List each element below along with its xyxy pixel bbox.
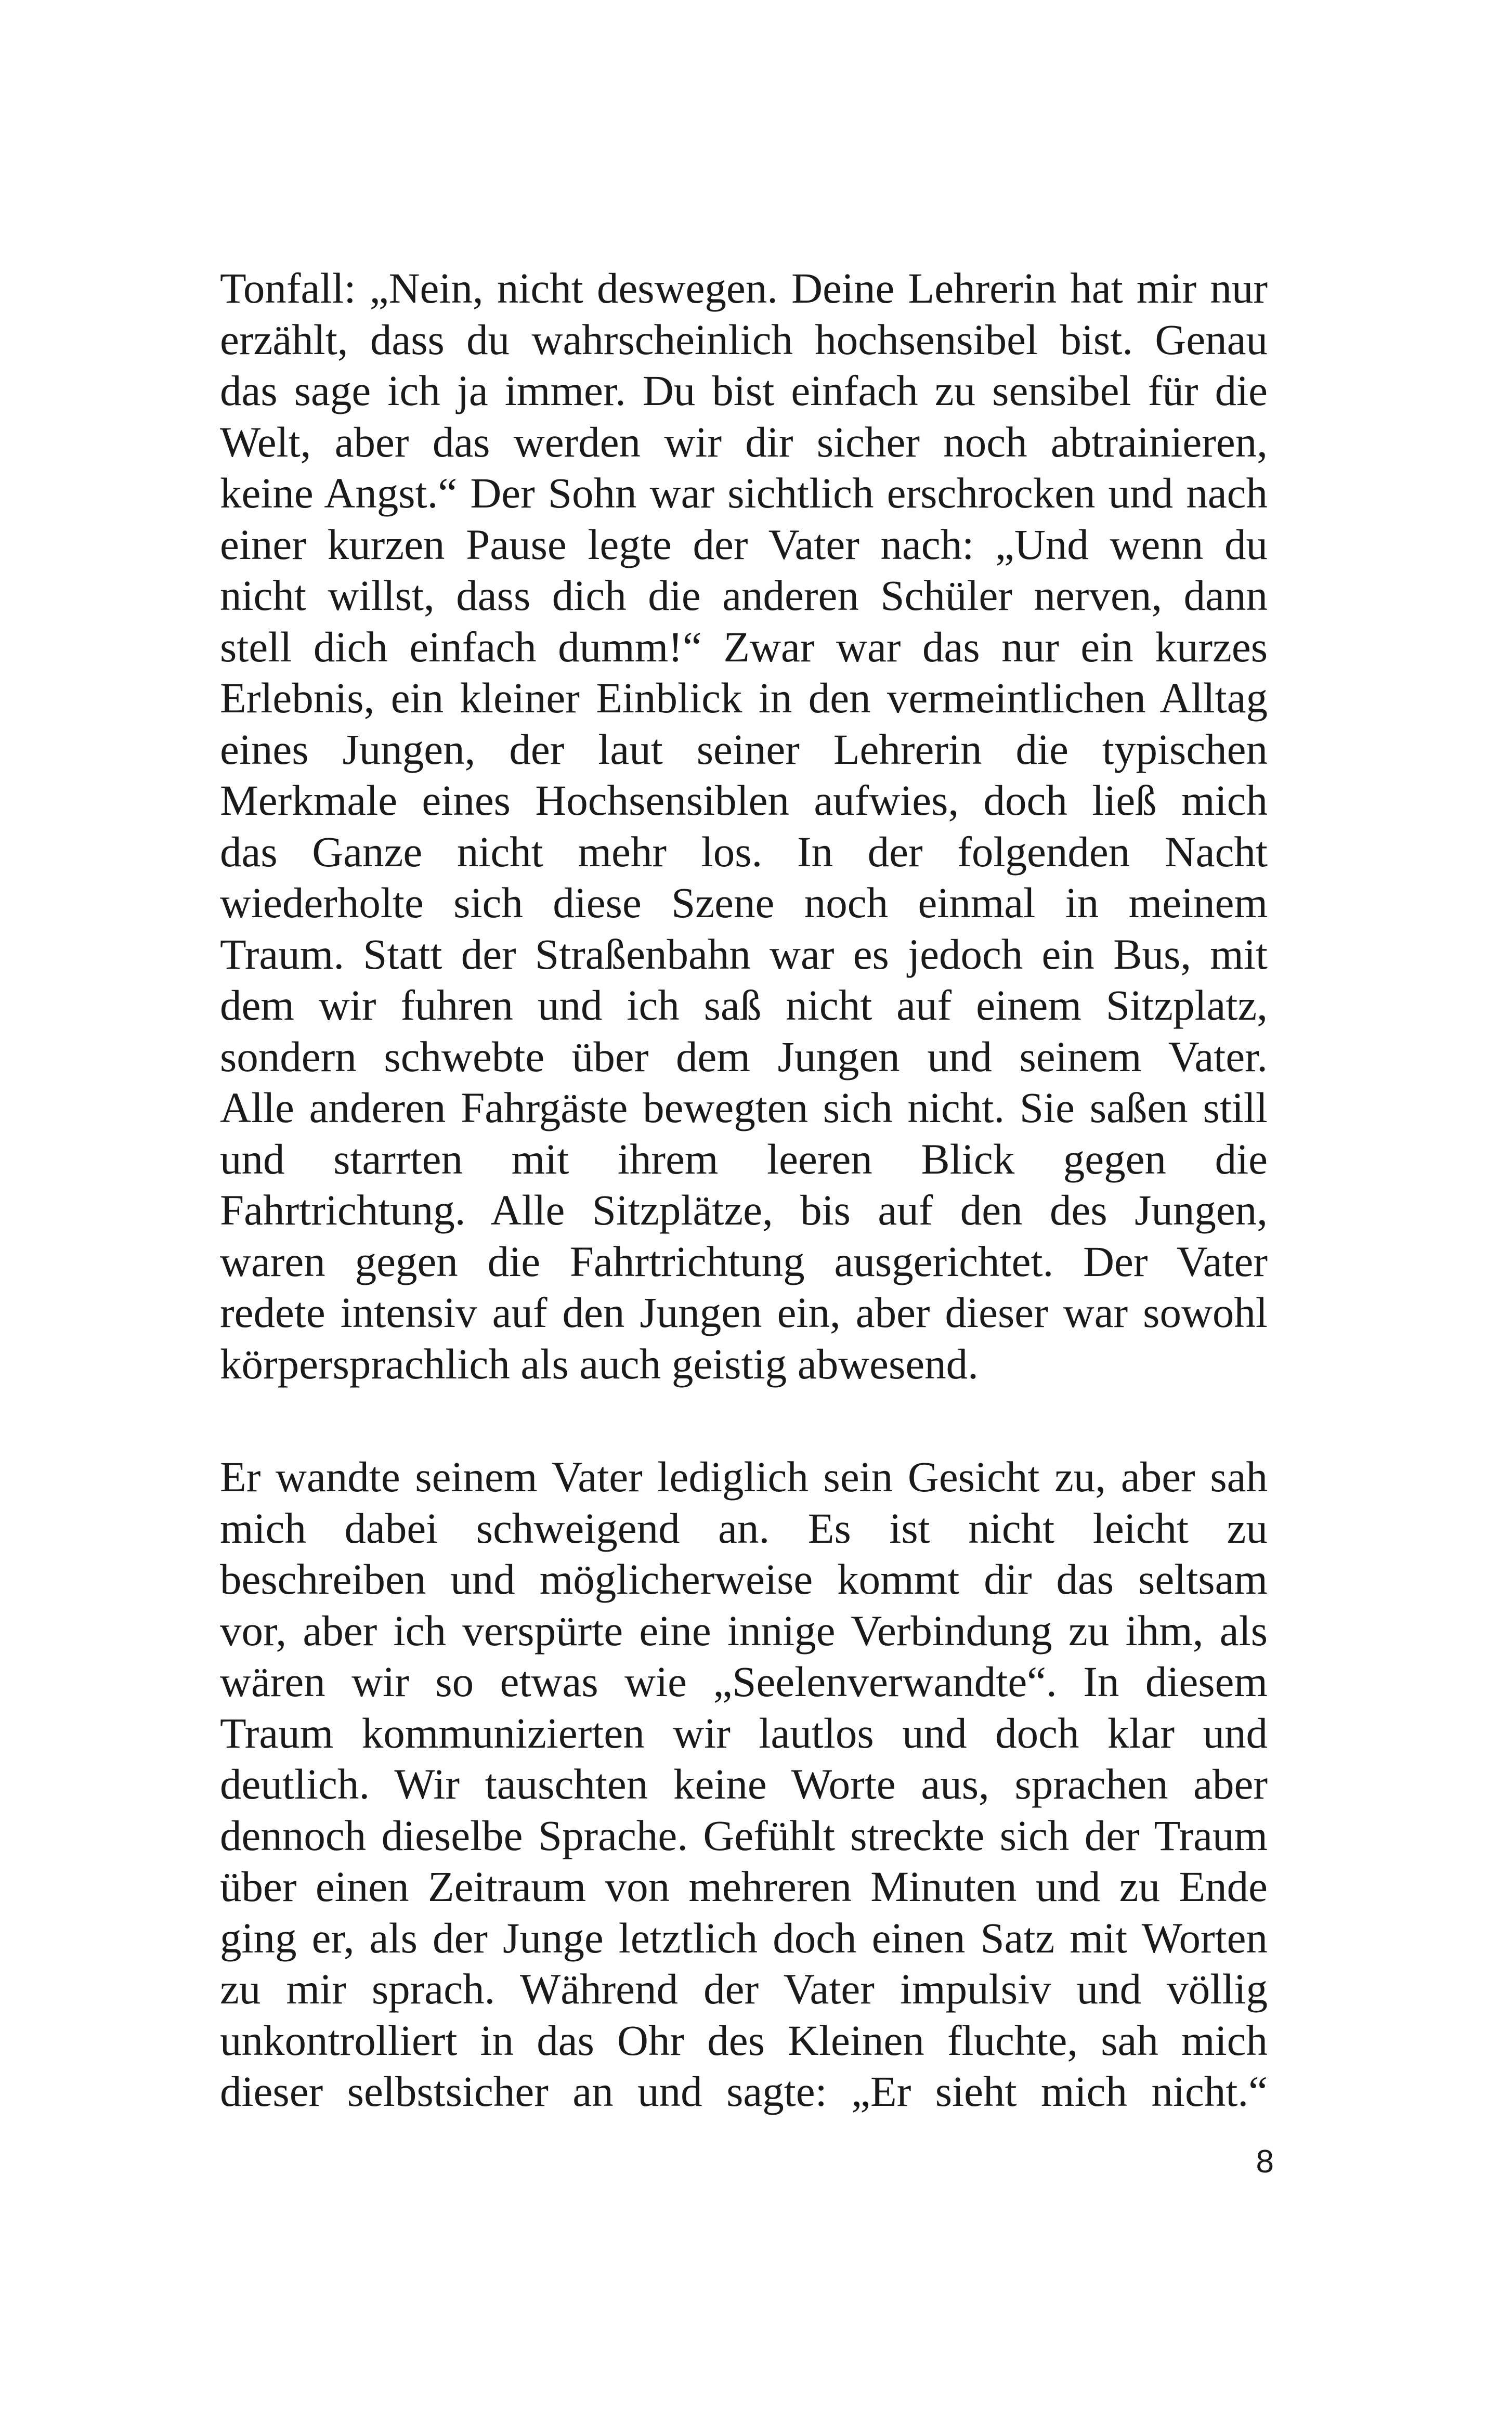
text-line: Erlebnis, ein kleiner Einblick in den vermeintlichen Alltag — [220, 674, 1268, 722]
text-line: Fahrtrichtung. Alle Sitzplätze, bis auf den des Jungen, — [220, 1186, 1268, 1234]
text-line: unkontrolliert in das Ohr des Kleinen fluchte, sah mich — [220, 2016, 1268, 2064]
text-line: Er wandte seinem Vater lediglich sein Gesicht zu, aber sah — [220, 1453, 1268, 1501]
text-line: wiederholte sich diese Szene noch einmal in meinem — [220, 879, 1268, 927]
text-line: nicht willst, dass dich die anderen Schüler nerven, dann — [220, 571, 1268, 619]
text-line: Traum kommunizierten wir lautlos und doch klar und — [220, 1709, 1268, 1757]
text-line: zu mir sprach. Während der Vater impulsiv und völlig — [220, 1965, 1268, 2013]
text-line: Traum. Statt der Straßenbahn war es jedoch ein Bus, mit — [220, 930, 1268, 978]
page-number: 8 — [1256, 2144, 1274, 2180]
text-line: mich dabei schweigend an. Es ist nicht leicht zu — [220, 1504, 1268, 1552]
text-line: ging er, als der Junge letztlich doch einen Satz mit Worten — [220, 1913, 1268, 1962]
text-line: über einen Zeitraum von mehreren Minuten und zu Ende — [220, 1863, 1268, 1910]
text-line: wären wir so etwas wie „Seelenverwandte“. In diesem — [220, 1658, 1268, 1705]
paragraph-1 — [220, 263, 1268, 1389]
text-line: dem wir fuhren und ich saß nicht auf einem Sitzplatz, — [220, 981, 1268, 1029]
text-line: Merkmale eines Hochsensiblen aufwies, doch ließ mich — [220, 776, 1268, 824]
text-line: Tonfall: „Nein, nicht deswegen. Deine Lehrerin hat mir nur — [220, 264, 1268, 312]
text-line: deutlich. Wir tauschten keine Worte aus, sprachen aber — [220, 1760, 1268, 1808]
text-line: beschreiben und möglicherweise kommt dir das seltsam — [220, 1555, 1268, 1603]
text-line: eines Jungen, der laut seiner Lehrerin die typischen — [220, 725, 1268, 773]
text-line: Alle anderen Fahrgäste bewegten sich nicht. Sie saßen still — [220, 1084, 1268, 1131]
text-line: körpersprachlich als auch geistig abwesend. — [220, 1339, 979, 1388]
text-line: einer kurzen Pause legte der Vater nach: „Und wenn du — [220, 520, 1268, 568]
text-line: dieser selbstsicher an und sagte: „Er sieht mich nicht.“ — [220, 2067, 1268, 2115]
text-line: das sage ich ja immer. Du bist einfach zu sensibel für die — [220, 367, 1268, 414]
text-line: stell dich einfach dumm!“ Zwar war das nur ein kurzes — [220, 622, 1268, 671]
paragraph-2 — [220, 1451, 1268, 2117]
text-line: erzählt, dass du wahrscheinlich hochsensibel bist. Genau — [220, 315, 1268, 363]
text-line: dennoch dieselbe Sprache. Gefühlt streckte sich der Traum — [220, 1811, 1268, 1859]
text-line: keine Angst.“ Der Sohn war sichtlich erschrocken und nach — [220, 469, 1268, 517]
text-line: sondern schwebte über dem Jungen und seinem Vater. — [220, 1032, 1268, 1080]
text-line: waren gegen die Fahrtrichtung ausgerichtet. Der Vater — [220, 1237, 1268, 1285]
text-line: und starrten mit ihrem leeren Blick gegen die — [220, 1135, 1268, 1183]
text-line: redete intensiv auf den Jungen ein, aber dieser war sowohl — [220, 1288, 1268, 1336]
text-line: Welt, aber das werden wir dir sicher noch abtrainieren, — [220, 418, 1268, 466]
text-line: vor, aber ich verspürte eine innige Verbindung zu ihm, als — [220, 1606, 1268, 1655]
text-line: das Ganze nicht mehr los. In der folgenden Nacht — [220, 827, 1268, 876]
